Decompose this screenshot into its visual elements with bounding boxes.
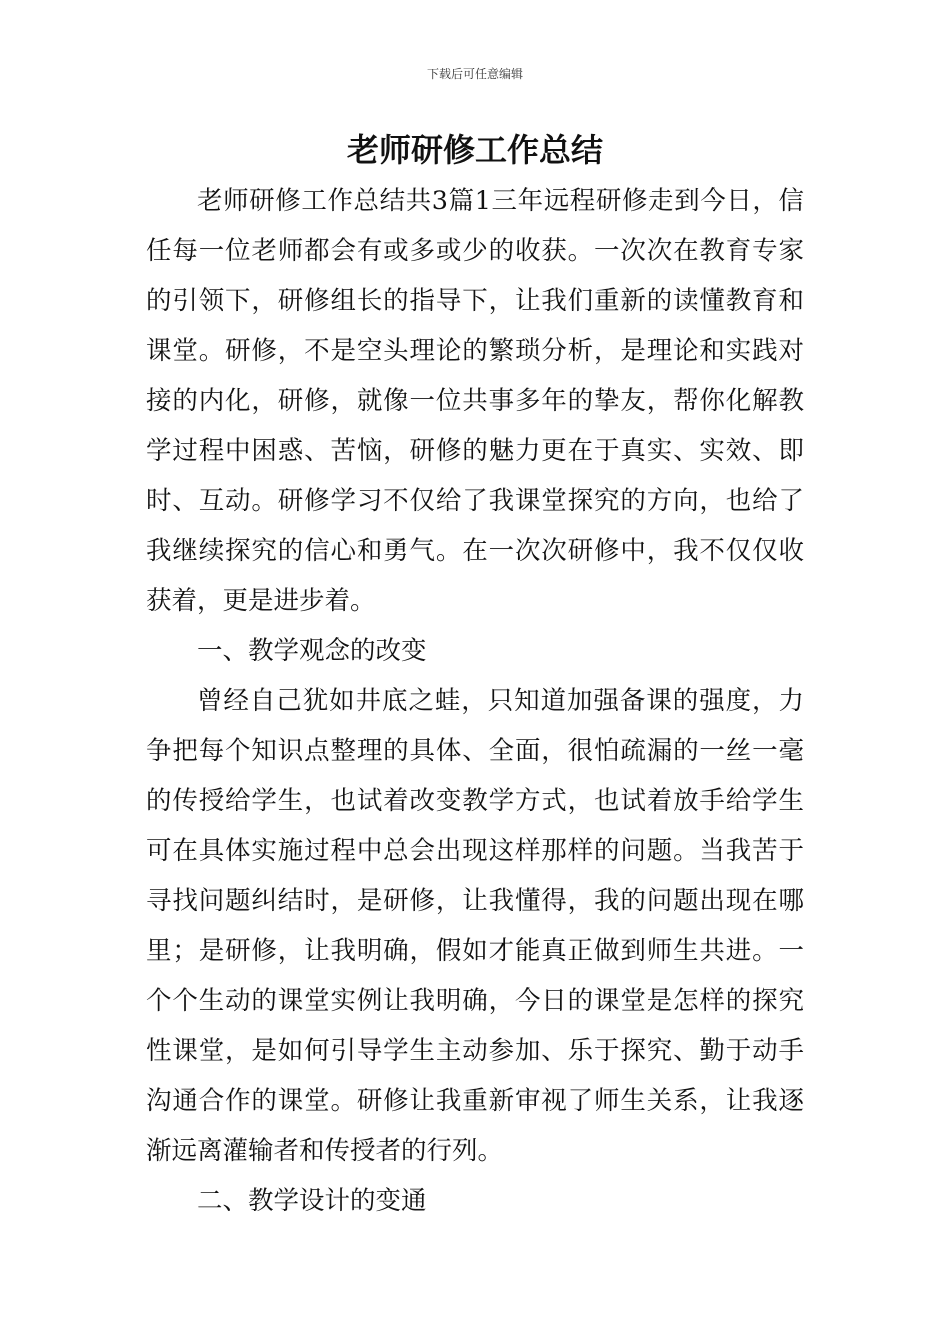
document-body [146, 176, 804, 1226]
section-heading-1: 一、教学观念的改变 [197, 636, 427, 666]
header-note: 下载后可任意编辑 [426, 67, 523, 81]
paragraph-teaching-concept: 曾经自己犹如井底之蛙，只知道加强备课的强度，力争把每个知识点整理的具体、全面，很怕疏漏的一丝一毫的传授给学生，也试着改变教学方式，也试着放手给学生可在具体实施过程中总会出现这样那样的问题。当我苦于寻找问题纠结时，是研修，让我懂得，我的问题出现在哪里；是研修，让我明确，假如才能真正做到师生共进。一个个生动的课堂实例让我明确，今日的课堂是怎样的探究性课堂，是如何引导学生主动参加、乐于探究、勤于动手沟通合作的课堂。研修让我重新审视了师生关系，让我逐渐远离灌输者和传授者的行列。 [146, 686, 804, 1166]
paragraph-intro: 老师研修工作总结共3篇1三年远程研修走到今日，信任每一位老师都会有或多或少的收获。一次次在教育专家的引领下，研修组长的指导下，让我们重新的读懂教育和课堂。研修，不是空头理论的繁琐分析，是理论和实践对接的内化，研修，就像一位共事多年的挚友，帮你化解教学过程中困惑、苦恼，研修的魅力更在于真实、实效、即时、互动。研修学习不仅给了我课堂探究的方向，也给了我继续探究的信心和勇气。在一次次研修中，我不仅仅收获着，更是进步着。 [146, 186, 804, 616]
document-title: 老师研修工作总结 [346, 131, 603, 169]
section-heading-2: 二、教学设计的变通 [197, 1186, 427, 1216]
